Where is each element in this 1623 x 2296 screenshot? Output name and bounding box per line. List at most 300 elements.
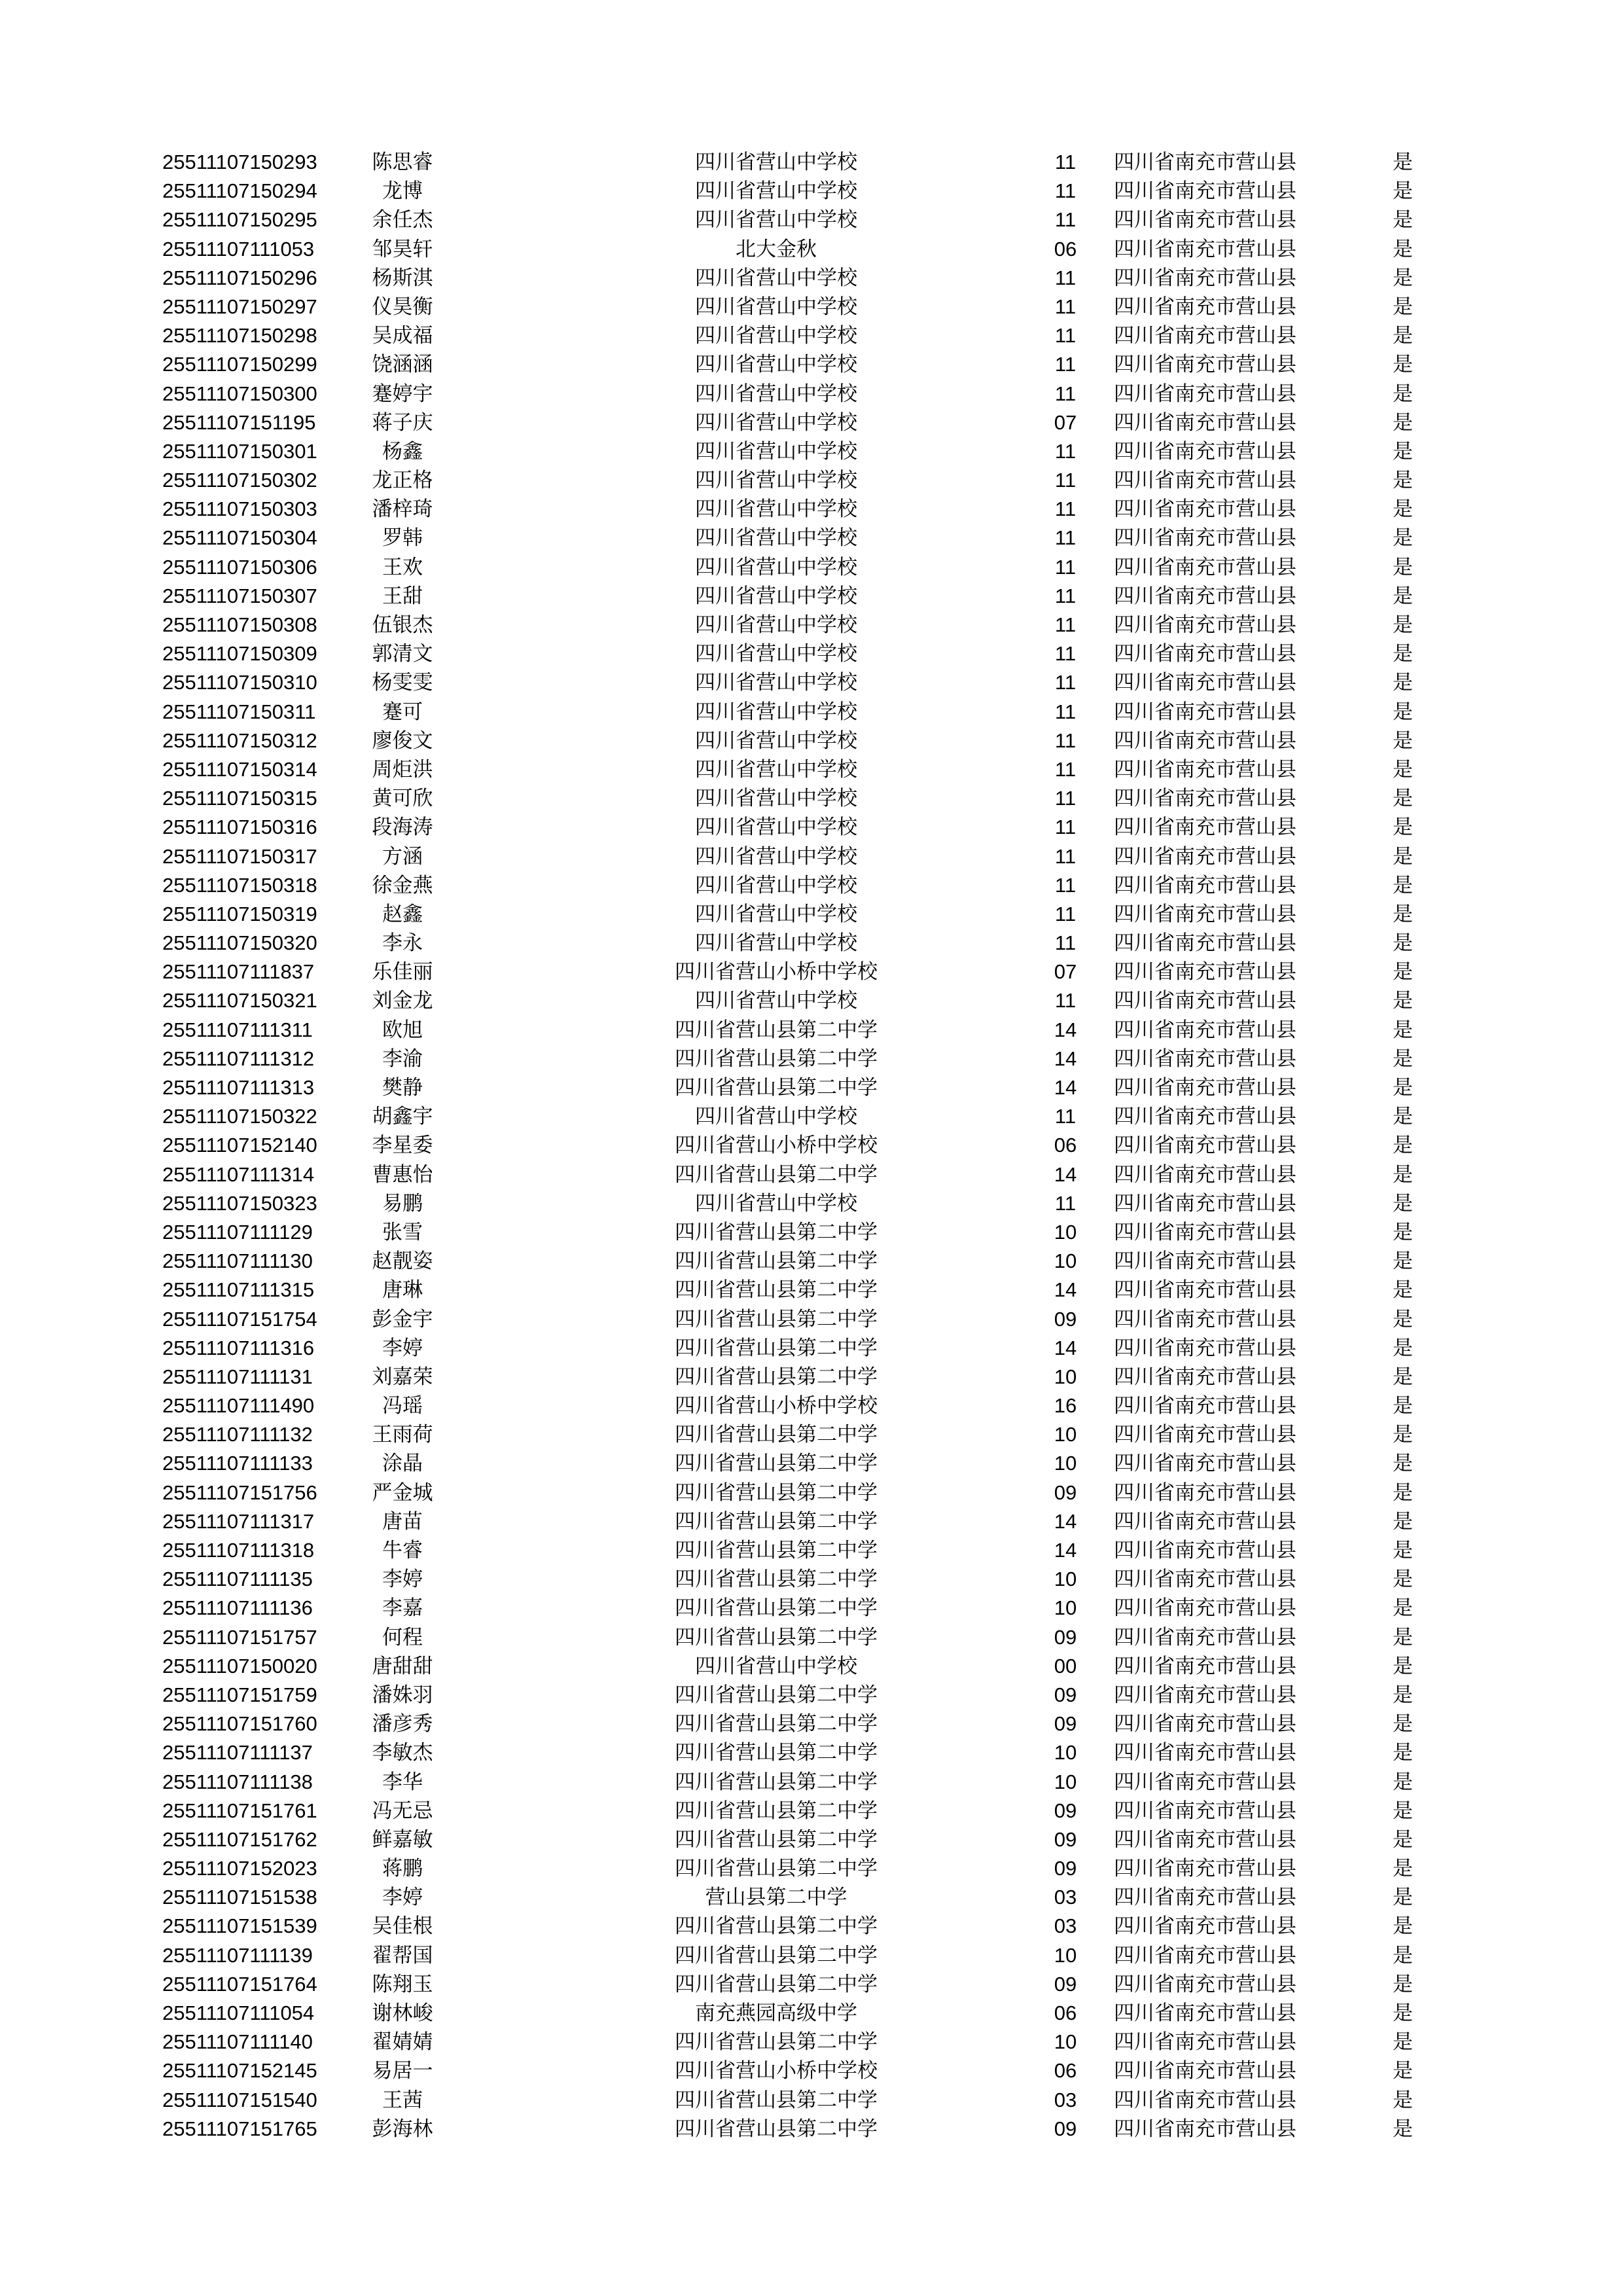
school-name-cell: 四川省营山中学校 [695, 787, 857, 811]
table-row [162, 1363, 1438, 1391]
school-name-cell: 四川省营山中学校 [695, 989, 857, 1013]
class-code-cell: 14 [1054, 1018, 1077, 1041]
school-name-cell: 四川省营山县第二中学 [675, 1076, 878, 1100]
student-id-cell: 25511107150297 [162, 295, 317, 318]
status-flag-cell: 是 [1393, 2117, 1413, 2141]
status-flag-cell: 是 [1393, 439, 1413, 463]
class-code-cell: 09 [1054, 1480, 1077, 1504]
region-cell: 四川省南充市营山县 [1114, 1394, 1296, 1418]
status-flag-cell: 是 [1393, 584, 1413, 608]
table-row [162, 2086, 1438, 2115]
student-name-cell: 赵鑫 [382, 902, 423, 926]
status-flag-cell: 是 [1393, 1568, 1413, 1592]
table-row [162, 495, 1438, 524]
student-name-cell: 翟婧婧 [372, 2030, 433, 2054]
status-flag-cell: 是 [1393, 1452, 1413, 1476]
region-cell: 四川省南充市营山县 [1114, 671, 1296, 695]
class-code-cell: 14 [1054, 1047, 1077, 1070]
student-name-cell: 仪昊衡 [372, 295, 433, 319]
student-name-cell: 黄可欣 [372, 787, 433, 811]
class-code-cell: 10 [1054, 1741, 1077, 1765]
student-name-cell: 潘彦秀 [372, 1712, 433, 1736]
table-row [162, 1449, 1438, 1478]
class-code-cell: 11 [1054, 295, 1077, 318]
status-flag-cell: 是 [1393, 1596, 1413, 1621]
region-cell: 四川省南充市营山县 [1114, 1220, 1296, 1244]
class-code-cell: 11 [1054, 816, 1077, 839]
class-code-cell: 11 [1054, 179, 1077, 203]
student-id-cell: 25511107111133 [162, 1452, 313, 1475]
status-flag-cell: 是 [1393, 410, 1413, 435]
school-name-cell: 四川省营山县第二中学 [675, 1799, 878, 1823]
school-name-cell: 四川省营山小桥中学校 [675, 960, 878, 984]
student-id-cell: 25511107111316 [162, 1336, 315, 1359]
table-row [162, 1797, 1438, 1825]
school-name-cell: 四川省营山中学校 [695, 931, 857, 956]
class-code-cell: 11 [1054, 787, 1077, 810]
class-code-cell: 06 [1054, 2001, 1077, 2024]
student-id-cell: 25511107151538 [162, 1886, 317, 1909]
table-row [162, 524, 1438, 552]
region-cell: 四川省南充市营山县 [1114, 1539, 1296, 1562]
table-row [162, 235, 1438, 264]
class-code-cell: 03 [1054, 1914, 1077, 1938]
student-name-cell: 易鹏 [382, 1191, 423, 1215]
table-row [162, 1565, 1438, 1594]
table-row [162, 148, 1438, 177]
class-code-cell: 09 [1054, 1799, 1077, 1822]
region-cell: 四川省南充市营山县 [1114, 208, 1296, 232]
region-cell: 四川省南充市营山县 [1114, 1047, 1296, 1071]
table-row [162, 380, 1438, 408]
region-cell: 四川省南充市营山县 [1114, 2001, 1296, 2025]
table-row [162, 698, 1438, 726]
class-code-cell: 09 [1054, 1712, 1077, 1736]
student-name-cell: 杨鑫 [382, 439, 423, 463]
class-code-cell: 10 [1054, 1220, 1077, 1244]
status-flag-cell: 是 [1393, 1336, 1413, 1360]
table-row [162, 1247, 1438, 1276]
region-cell: 四川省南充市营山县 [1114, 728, 1296, 753]
student-name-cell: 谢林峻 [372, 2001, 433, 2025]
student-id-cell: 25511107151760 [162, 1712, 317, 1736]
class-code-cell: 10 [1054, 1770, 1077, 1793]
student-id-cell: 25511107111315 [162, 1278, 315, 1302]
school-name-cell: 四川省营山小桥中学校 [675, 1134, 878, 1158]
status-flag-cell: 是 [1393, 1365, 1413, 1389]
student-name-cell: 刘嘉荣 [372, 1365, 433, 1389]
status-flag-cell: 是 [1393, 844, 1413, 869]
student-id-cell: 25511107152140 [162, 1134, 317, 1157]
school-name-cell: 四川省营山县第二中学 [675, 1596, 878, 1621]
student-id-cell: 25511107151759 [162, 1683, 317, 1706]
school-name-cell: 四川省营山中学校 [695, 1654, 857, 1678]
school-name-cell: 四川省营山县第二中学 [675, 1365, 878, 1389]
table-row [162, 1681, 1438, 1710]
class-code-cell: 06 [1054, 1134, 1077, 1157]
student-name-cell: 何程 [382, 1625, 423, 1649]
table-row [162, 1073, 1438, 1102]
region-cell: 四川省南充市营山县 [1114, 555, 1296, 579]
student-name-cell: 易居一 [372, 2059, 433, 2083]
table-row [162, 871, 1438, 900]
student-name-cell: 王茜 [382, 2088, 423, 2112]
region-cell: 四川省南充市营山县 [1114, 1191, 1296, 1215]
class-code-cell: 11 [1054, 902, 1077, 925]
school-name-cell: 四川省营山县第二中学 [675, 1307, 878, 1331]
region-cell: 四川省南充市营山县 [1114, 1914, 1296, 1939]
region-cell: 四川省南充市营山县 [1114, 324, 1296, 348]
table-row [162, 755, 1438, 784]
status-flag-cell: 是 [1393, 1018, 1413, 1042]
class-code-cell: 10 [1054, 1452, 1077, 1475]
class-code-cell: 14 [1054, 1162, 1077, 1186]
table-row [162, 1334, 1438, 1363]
region-cell: 四川省南充市营山县 [1114, 410, 1296, 435]
student-name-cell: 彭金宇 [372, 1307, 433, 1331]
table-row [162, 2028, 1438, 2056]
class-code-cell: 03 [1054, 1886, 1077, 1909]
region-cell: 四川省南充市营山县 [1114, 873, 1296, 897]
class-code-cell: 09 [1054, 1827, 1077, 1851]
student-name-cell: 段海涛 [372, 816, 433, 840]
class-code-cell: 07 [1054, 960, 1077, 984]
status-flag-cell: 是 [1393, 873, 1413, 897]
student-id-cell: 25511107151762 [162, 1827, 317, 1851]
school-name-cell: 四川省营山小桥中学校 [675, 2059, 878, 2083]
status-flag-cell: 是 [1393, 1423, 1413, 1447]
status-flag-cell: 是 [1393, 497, 1413, 522]
class-code-cell: 14 [1054, 1509, 1077, 1533]
region-cell: 四川省南充市营山县 [1114, 2030, 1296, 2054]
student-name-cell: 邹昊轩 [372, 237, 433, 261]
table-row [162, 1276, 1438, 1304]
status-flag-cell: 是 [1393, 237, 1413, 261]
student-name-cell: 徐金燕 [372, 873, 433, 897]
student-id-cell: 25511107150306 [162, 555, 317, 579]
status-flag-cell: 是 [1393, 555, 1413, 579]
table-row [162, 726, 1438, 755]
table-row [162, 264, 1438, 293]
student-id-cell: 25511107111132 [162, 1423, 313, 1446]
school-name-cell: 四川省营山县第二中学 [675, 1683, 878, 1707]
student-name-cell: 龙正格 [372, 469, 433, 493]
class-code-cell: 10 [1054, 1568, 1077, 1591]
student-name-cell: 李星委 [372, 1134, 433, 1158]
school-name-cell: 四川省营山中学校 [695, 324, 857, 348]
region-cell: 四川省南充市营山县 [1114, 816, 1296, 840]
student-name-cell: 陈思睿 [372, 151, 433, 174]
region-cell: 四川省南充市营山县 [1114, 382, 1296, 406]
class-code-cell: 10 [1054, 1943, 1077, 1967]
table-row [162, 986, 1438, 1015]
region-cell: 四川省南充市营山县 [1114, 1278, 1296, 1302]
school-name-cell: 四川省营山县第二中学 [675, 1712, 878, 1736]
school-name-cell: 四川省营山县第二中学 [675, 2030, 878, 2054]
student-id-cell: 25511107150323 [162, 1191, 317, 1215]
student-name-cell: 周炬洪 [372, 757, 433, 781]
student-name-cell: 伍银杰 [372, 613, 433, 637]
region-cell: 四川省南充市营山县 [1114, 497, 1296, 522]
student-name-cell: 翟帮国 [372, 1943, 433, 1967]
table-row [162, 813, 1438, 842]
student-id-cell: 25511107150298 [162, 324, 317, 348]
status-flag-cell: 是 [1393, 1539, 1413, 1562]
region-cell: 四川省南充市营山县 [1114, 1307, 1296, 1331]
school-name-cell: 四川省营山县第二中学 [675, 1972, 878, 1996]
region-cell: 四川省南充市营山县 [1114, 1365, 1296, 1389]
class-code-cell: 10 [1054, 1365, 1077, 1388]
region-cell: 四川省南充市营山县 [1114, 700, 1296, 724]
class-code-cell: 11 [1054, 671, 1077, 694]
status-flag-cell: 是 [1393, 1220, 1413, 1244]
table-row [162, 1970, 1438, 1999]
school-name-cell: 四川省营山县第二中学 [675, 1539, 878, 1562]
student-id-cell: 25511107111139 [162, 1943, 313, 1967]
class-code-cell: 11 [1054, 439, 1077, 463]
school-name-cell: 营山县第二中学 [705, 1886, 847, 1910]
status-flag-cell: 是 [1393, 757, 1413, 781]
student-id-cell: 25511107111837 [162, 960, 315, 984]
status-flag-cell: 是 [1393, 1683, 1413, 1707]
class-code-cell: 14 [1054, 1076, 1077, 1099]
table-row [162, 1160, 1438, 1189]
school-name-cell: 四川省营山中学校 [695, 873, 857, 897]
school-name-cell: 四川省营山县第二中学 [675, 1220, 878, 1244]
roster-table [162, 148, 1438, 2144]
region-cell: 四川省南充市营山县 [1114, 1770, 1296, 1794]
class-code-cell: 11 [1054, 728, 1077, 752]
status-flag-cell: 是 [1393, 989, 1413, 1013]
status-flag-cell: 是 [1393, 816, 1413, 840]
school-name-cell: 四川省营山县第二中学 [675, 1249, 878, 1274]
school-name-cell: 四川省营山县第二中学 [675, 1509, 878, 1534]
student-id-cell: 25511107150294 [162, 179, 317, 203]
status-flag-cell: 是 [1393, 1394, 1413, 1418]
school-name-cell: 四川省营山县第二中学 [675, 2117, 878, 2141]
student-id-cell: 25511107111130 [162, 1249, 313, 1273]
student-id-cell: 25511107111135 [162, 1568, 313, 1591]
student-name-cell: 冯瑶 [382, 1394, 423, 1418]
class-code-cell: 11 [1054, 151, 1077, 173]
class-code-cell: 14 [1054, 1336, 1077, 1359]
table-row [162, 1189, 1438, 1218]
student-id-cell: 25511107150300 [162, 382, 317, 405]
school-name-cell: 四川省营山中学校 [695, 410, 857, 435]
student-name-cell: 杨雯雯 [372, 671, 433, 695]
class-code-cell: 09 [1054, 1683, 1077, 1706]
student-id-cell: 25511107151756 [162, 1480, 317, 1504]
school-name-cell: 四川省营山中学校 [695, 902, 857, 926]
class-code-cell: 09 [1054, 1857, 1077, 1880]
student-id-cell: 25511107150296 [162, 266, 317, 289]
student-id-cell: 25511107152145 [162, 2059, 317, 2083]
region-cell: 四川省南充市营山县 [1114, 353, 1296, 377]
school-name-cell: 四川省营山县第二中学 [675, 1480, 878, 1505]
table-row [162, 1131, 1438, 1160]
student-name-cell: 杨斯淇 [372, 266, 433, 290]
status-flag-cell: 是 [1393, 1972, 1413, 1996]
student-id-cell: 25511107150318 [162, 873, 317, 897]
school-name-cell: 四川省营山小桥中学校 [675, 1394, 878, 1418]
student-name-cell: 胡鑫宇 [372, 1105, 433, 1129]
school-name-cell: 四川省营山县第二中学 [675, 1914, 878, 1939]
region-cell: 四川省南充市营山县 [1114, 613, 1296, 637]
class-code-cell: 11 [1054, 266, 1077, 289]
student-id-cell: 25511107150311 [162, 700, 316, 723]
class-code-cell: 10 [1054, 1596, 1077, 1620]
student-id-cell: 25511107111140 [162, 2030, 313, 2054]
table-row [162, 1941, 1438, 1970]
student-name-cell: 唐苗 [382, 1509, 423, 1534]
table-row [162, 668, 1438, 697]
region-cell: 四川省南充市营山县 [1114, 1857, 1296, 1881]
class-code-cell: 09 [1054, 1972, 1077, 1996]
class-code-cell: 11 [1054, 382, 1077, 405]
region-cell: 四川省南充市营山县 [1114, 1336, 1296, 1360]
status-flag-cell: 是 [1393, 324, 1413, 348]
region-cell: 四川省南充市营山县 [1114, 1134, 1296, 1158]
table-row [162, 1218, 1438, 1247]
region-cell: 四川省南充市营山县 [1114, 2117, 1296, 2141]
class-code-cell: 11 [1054, 931, 1077, 955]
student-id-cell: 25511107111318 [162, 1539, 315, 1562]
student-name-cell: 潘梓琦 [372, 497, 433, 522]
school-name-cell: 四川省营山县第二中学 [675, 2088, 878, 2112]
table-row [162, 1999, 1438, 2028]
status-flag-cell: 是 [1393, 613, 1413, 637]
status-flag-cell: 是 [1393, 1799, 1413, 1823]
student-name-cell: 王甜 [382, 584, 423, 608]
student-name-cell: 王欢 [382, 555, 423, 579]
student-id-cell: 25511107150295 [162, 208, 317, 232]
school-name-cell: 四川省营山中学校 [695, 844, 857, 869]
student-id-cell: 25511107150321 [162, 989, 317, 1013]
student-name-cell: 唐甜甜 [372, 1654, 433, 1678]
school-name-cell: 四川省营山县第二中学 [675, 1625, 878, 1649]
status-flag-cell: 是 [1393, 700, 1413, 724]
status-flag-cell: 是 [1393, 1943, 1413, 1967]
table-row [162, 1102, 1438, 1131]
student-name-cell: 方涵 [382, 844, 423, 869]
status-flag-cell: 是 [1393, 1509, 1413, 1534]
table-row [162, 1912, 1438, 1941]
status-flag-cell: 是 [1393, 2059, 1413, 2083]
table-row [162, 958, 1438, 986]
student-id-cell: 25511107111490 [162, 1394, 315, 1418]
student-id-cell: 25511107111054 [162, 2001, 315, 2024]
table-row [162, 639, 1438, 668]
status-flag-cell: 是 [1393, 353, 1413, 377]
student-id-cell: 25511107152023 [162, 1857, 317, 1880]
region-cell: 四川省南充市营山县 [1114, 1654, 1296, 1678]
school-name-cell: 四川省营山县第二中学 [675, 1827, 878, 1852]
table-row [162, 350, 1438, 379]
region-cell: 四川省南充市营山县 [1114, 295, 1296, 319]
region-cell: 四川省南充市营山县 [1114, 1596, 1296, 1621]
region-cell: 四川省南充市营山县 [1114, 1162, 1296, 1187]
school-name-cell: 四川省营山中学校 [695, 439, 857, 463]
status-flag-cell: 是 [1393, 1076, 1413, 1100]
status-flag-cell: 是 [1393, 469, 1413, 493]
student-name-cell: 余任杰 [372, 208, 433, 232]
status-flag-cell: 是 [1393, 1162, 1413, 1187]
student-id-cell: 25511107151195 [162, 410, 316, 434]
status-flag-cell: 是 [1393, 1047, 1413, 1071]
student-name-cell: 乐佳丽 [372, 960, 433, 984]
table-row [162, 842, 1438, 871]
school-name-cell: 四川省营山中学校 [695, 728, 857, 753]
class-code-cell: 11 [1054, 989, 1077, 1013]
region-cell: 四川省南充市营山县 [1114, 469, 1296, 493]
school-name-cell: 四川省营山中学校 [695, 295, 857, 319]
class-code-cell: 11 [1054, 497, 1077, 521]
student-name-cell: 李敏杰 [372, 1741, 433, 1765]
region-cell: 四川省南充市营山县 [1114, 151, 1296, 174]
student-id-cell: 25511107150310 [162, 671, 317, 694]
class-code-cell: 11 [1054, 584, 1077, 607]
student-name-cell: 李婷 [382, 1336, 423, 1360]
table-row [162, 1507, 1438, 1536]
status-flag-cell: 是 [1393, 2001, 1413, 2025]
status-flag-cell: 是 [1393, 1134, 1413, 1158]
class-code-cell: 11 [1054, 324, 1077, 348]
region-cell: 四川省南充市营山县 [1114, 1480, 1296, 1505]
status-flag-cell: 是 [1393, 179, 1413, 204]
student-name-cell: 严金城 [372, 1480, 433, 1505]
school-name-cell: 四川省营山中学校 [695, 700, 857, 724]
status-flag-cell: 是 [1393, 1914, 1413, 1939]
student-id-cell: 25511107150302 [162, 469, 317, 492]
student-name-cell: 李婷 [382, 1886, 423, 1910]
region-cell: 四川省南充市营山县 [1114, 931, 1296, 956]
region-cell: 四川省南充市营山县 [1114, 1712, 1296, 1736]
student-id-cell: 25511107111138 [162, 1770, 313, 1793]
region-cell: 四川省南充市营山县 [1114, 1683, 1296, 1707]
school-name-cell: 四川省营山中学校 [695, 642, 857, 666]
school-name-cell: 四川省营山中学校 [695, 179, 857, 204]
student-id-cell: 25511107111311 [162, 1018, 313, 1041]
class-code-cell: 11 [1054, 353, 1077, 376]
status-flag-cell: 是 [1393, 642, 1413, 666]
student-id-cell: 25511107111129 [162, 1220, 313, 1244]
student-id-cell: 25511107111312 [162, 1047, 315, 1070]
school-name-cell: 四川省营山中学校 [695, 757, 857, 781]
class-code-cell: 16 [1054, 1394, 1077, 1418]
status-flag-cell: 是 [1393, 1480, 1413, 1505]
student-id-cell: 25511107111314 [162, 1162, 315, 1186]
region-cell: 四川省南充市营山县 [1114, 787, 1296, 811]
class-code-cell: 11 [1054, 1105, 1077, 1128]
table-row [162, 1305, 1438, 1334]
table-row [162, 1768, 1438, 1797]
class-code-cell: 11 [1054, 1191, 1077, 1215]
region-cell: 四川省南充市营山县 [1114, 1509, 1296, 1534]
school-name-cell: 四川省营山中学校 [695, 497, 857, 522]
student-id-cell: 25511107151539 [162, 1914, 317, 1938]
status-flag-cell: 是 [1393, 728, 1413, 753]
table-row [162, 2056, 1438, 2085]
class-code-cell: 07 [1054, 410, 1077, 434]
region-cell: 四川省南充市营山县 [1114, 1972, 1296, 1996]
table-row [162, 582, 1438, 611]
status-flag-cell: 是 [1393, 1307, 1413, 1331]
table-row [162, 177, 1438, 206]
class-code-cell: 11 [1054, 844, 1077, 868]
student-name-cell: 蒋鹏 [382, 1857, 423, 1881]
class-code-cell: 09 [1054, 1625, 1077, 1649]
school-name-cell: 四川省营山县第二中学 [675, 1018, 878, 1042]
